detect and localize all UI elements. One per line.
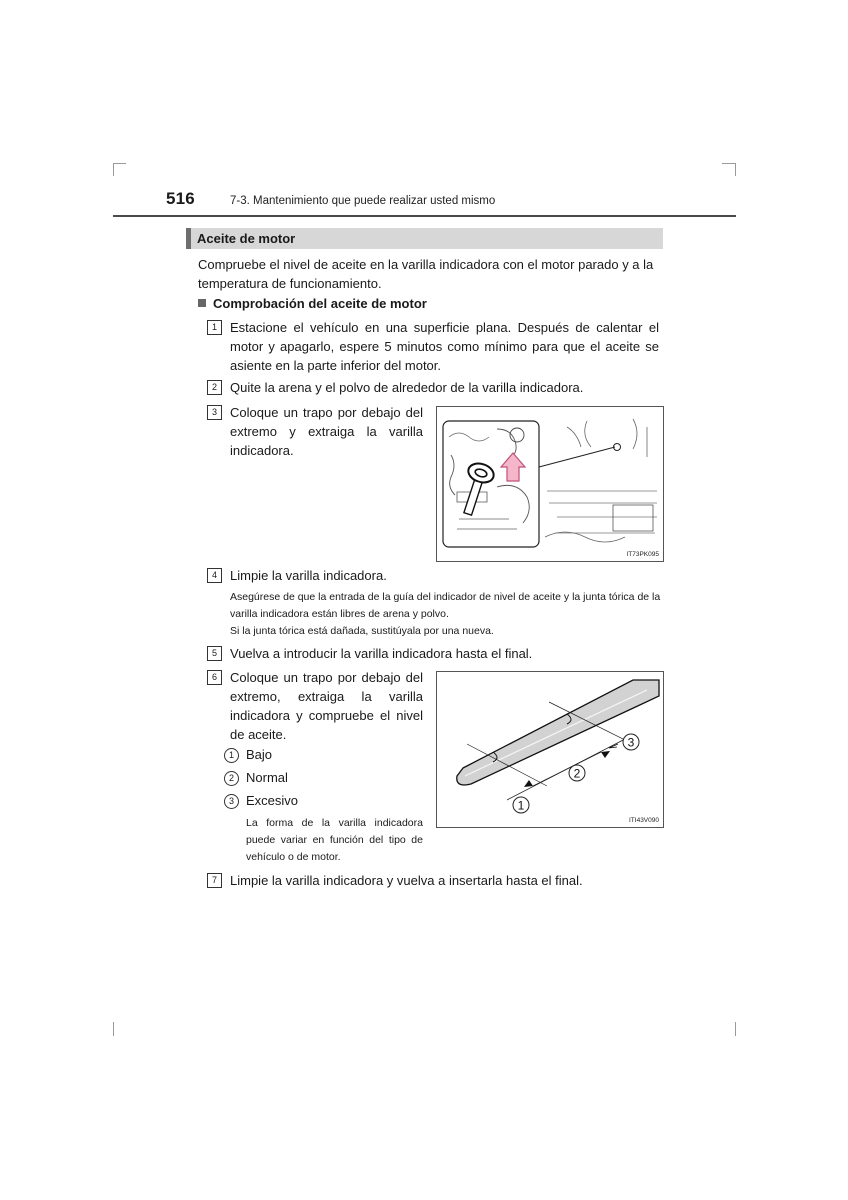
section-accent [186,228,191,249]
level-label: Excesivo [246,793,299,808]
step-text: Limpie la varilla indicadora y vuelva a insertarla hasta el final. [230,873,583,888]
step-note: Asegúrese de que la entrada de la guía del indicador de nivel de aceite y la junta tórica de la varilla indicadora están libres de arena y polvo. Si la junta tórica está dañada, sustitúyala por una nueva. [230,591,661,637]
page-number: 516 [166,189,195,208]
level-callout: 3 [224,794,239,809]
step-number: 7 [207,873,222,888]
subheading-text: Comprobación del aceite de motor [213,296,427,311]
crop-mark [722,163,735,164]
level-label: Normal [246,770,288,785]
step-number: 2 [207,380,222,395]
figure-code: IT73PK095 [626,551,659,558]
level-label: Bajo [246,747,273,762]
subheading [198,296,427,311]
step-number: 5 [207,646,222,661]
figure-code: ITI43V090 [629,817,659,824]
step-text: Estacione el vehículo en una superficie plana. Después de calentar el motor y apagarlo, espere 5 minutos como mínimo para que el aceite se asiente en la parte inferior del motor. [230,320,659,373]
engine-illustration [437,407,663,561]
step-text: Limpie la varilla indicadora. [230,568,387,583]
step-number: 4 [207,568,222,583]
step-text: Coloque un trapo por debajo del extremo y extraiga la varilla indicadora. [230,405,423,458]
engine-dipstick-figure [436,406,664,562]
callout-2: 2 [573,766,581,781]
crop-mark [113,163,114,176]
square-bullet-icon [198,299,206,307]
level-callout: 1 [224,748,239,763]
crop-mark [113,1022,114,1036]
dipstick-level-figure [436,671,664,828]
callout-3: 3 [627,735,635,750]
crop-mark [735,163,736,176]
step-number: 1 [207,320,222,335]
dipstick-illustration [437,672,663,827]
crop-mark [113,163,126,164]
header-rule [113,215,736,217]
step-number: 6 [207,670,222,685]
level-callout: 2 [224,771,239,786]
step-text: Coloque un trapo por debajo del extremo, extraiga la varilla indicadora y compruebe el nivel de aceite. [230,670,423,742]
section-heading [186,228,663,249]
step-number: 3 [207,405,222,420]
section-title: Aceite de motor [197,231,296,246]
chapter-title: 7-3. Mantenimiento que puede realizar usted mismo [230,195,496,207]
step-text: Vuelva a introducir la varilla indicadora hasta el final. [230,646,533,661]
intro-paragraph: Compruebe el nivel de aceite en la varilla indicadora con el motor parado y a la temperatura de funcionamiento. [198,257,654,291]
callout-1: 1 [517,798,525,813]
figure-note: La forma de la varilla indicadora puede variar en función del tipo de vehículo o de motor. [246,817,423,863]
crop-mark [735,1022,736,1036]
step-text: Quite la arena y el polvo de alrededor de la varilla indicadora. [230,380,584,395]
